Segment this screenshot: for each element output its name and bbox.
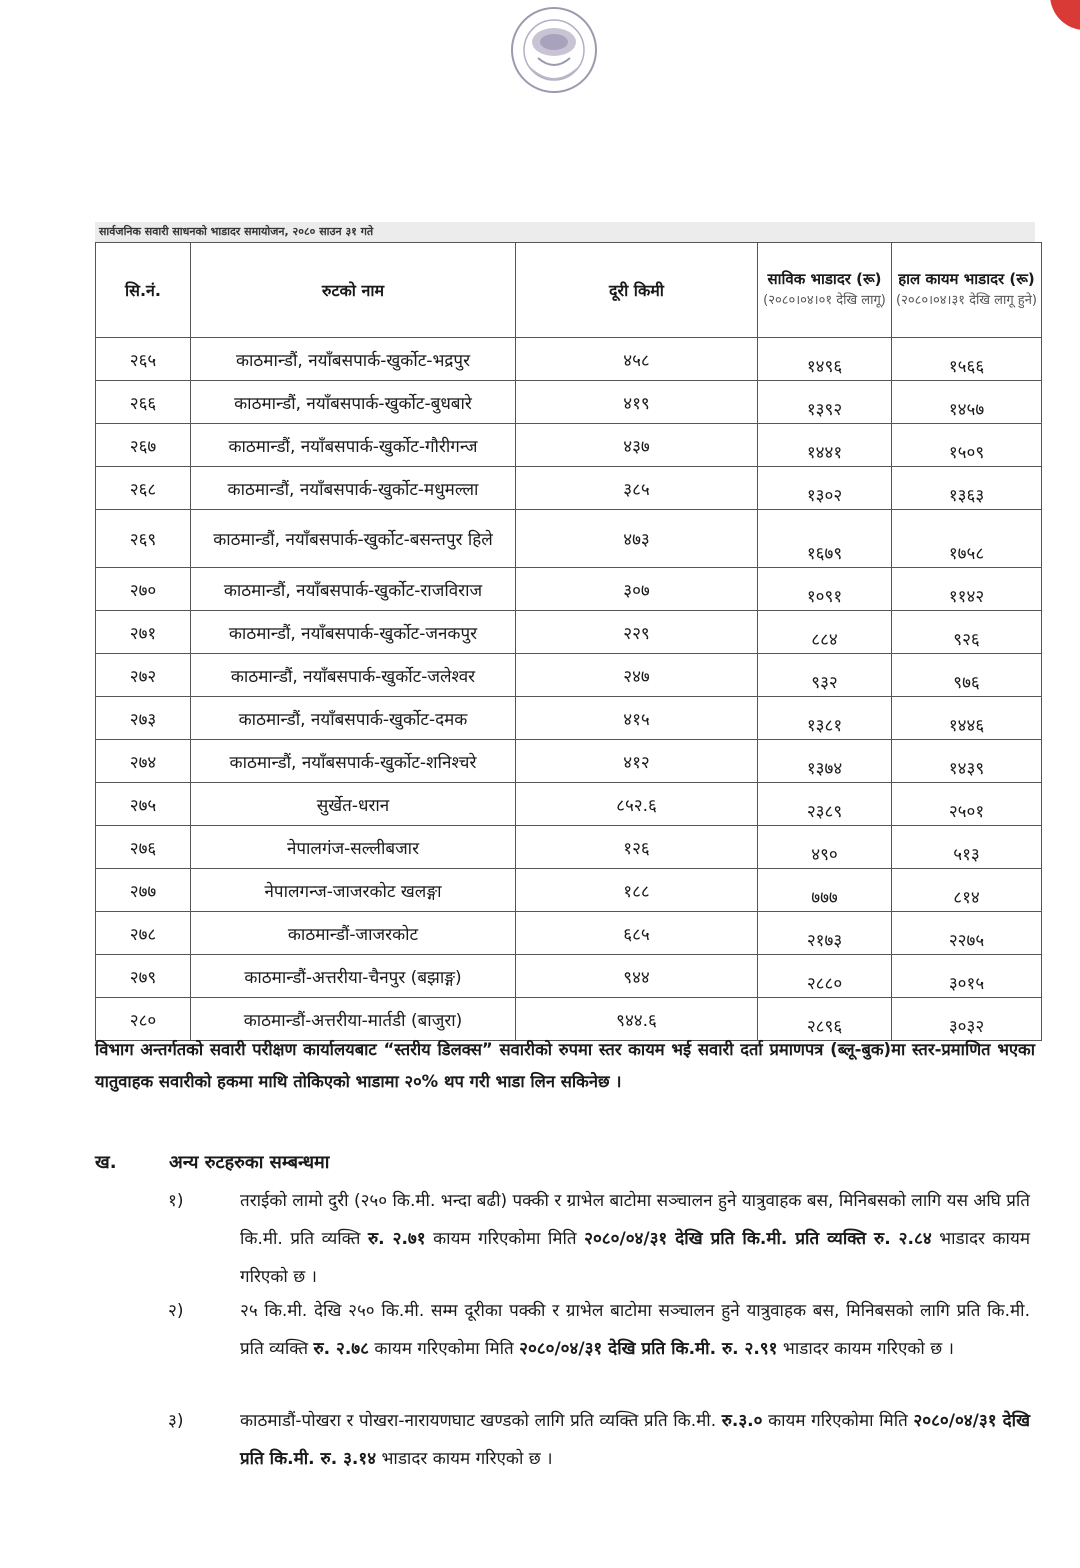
table-header-row	[96, 243, 1042, 338]
cell-old-fare: २१७३	[758, 912, 892, 955]
cell-sn: २७६	[96, 826, 191, 869]
table-row	[96, 826, 1042, 869]
cell-route: नेपालगंज-सल्लीबजार	[191, 826, 516, 869]
item-bold-new-rate: २०८०/०४/३१ देखि प्रति कि.मी. रु. ३.१४	[240, 1411, 1030, 1469]
cell-sn: २७५	[96, 783, 191, 826]
cell-new-fare: १४३९	[892, 740, 1042, 783]
item-text-part: भाडादर कायम गरिएको छ ।	[376, 1449, 553, 1469]
corner-badge	[1050, 0, 1080, 30]
list-item	[168, 1402, 1030, 1478]
item-text-part: कायम गरिएकोमा मिति	[368, 1339, 520, 1359]
cell-distance: २२९	[516, 611, 758, 654]
cell-distance: ४७३	[516, 510, 758, 568]
cell-route: सुर्खेत-धरान	[191, 783, 516, 826]
cell-route: काठमान्डौं, नयाँबसपार्क-खुर्कोट-जलेश्वर	[191, 654, 516, 697]
item-number: १)	[168, 1191, 184, 1211]
cell-distance: ८५२.६	[516, 783, 758, 826]
cell-distance: ४१९	[516, 381, 758, 424]
table-row	[96, 424, 1042, 467]
header-old-fare-note: (२०८०।०४।०१ देखि लागू)	[763, 293, 886, 308]
cell-sn: २७१	[96, 611, 191, 654]
item-text	[240, 1402, 1030, 1478]
item-text	[240, 1182, 1030, 1296]
cell-old-fare: १०९१	[758, 568, 892, 611]
table-row	[96, 510, 1042, 568]
cell-old-fare: २८९६	[758, 998, 892, 1041]
deluxe-note: विभाग अन्तर्गतको सवारी परीक्षण कार्यालयबाट “स्तरीय डिलक्स” सवारीको रुपमा स्तर कायम भई सवारी दर्ता प्रमाणपत्र (ब्लू-बुक)मा स्तर-प्रमाणित भएका यातुवाहक सवारीको हकमा माथि तोकिएको भाडामा २०% थप गरी भाडा लिन सकिनेछ ।	[95, 1040, 1035, 1091]
government-seal-icon	[508, 2, 600, 98]
cell-distance: ४१२	[516, 740, 758, 783]
cell-route: काठमान्डौं, नयाँबसपार्क-खुर्कोट-शनिश्चरे	[191, 740, 516, 783]
cell-old-fare: १६७९	[758, 510, 892, 568]
cell-sn: २७७	[96, 869, 191, 912]
cell-new-fare: २५०१	[892, 783, 1042, 826]
cell-route: काठमान्डौं-अत्तरीया-मार्तडी (बाजुरा)	[191, 998, 516, 1041]
cell-distance: ९४४	[516, 955, 758, 998]
header-new-fare-label: हाल कायम भाडादर (रू)	[898, 270, 1035, 288]
item-text-part: २५ कि.मी. देखि २५० कि.मी. सम्म दूरीका पक्की र ग्राभेल बाटोमा सञ्चालन हुने यात्रुवाहक बस, मिनिबसको लागि प्रति कि.मी. प्रति व्यक्ति	[240, 1301, 1030, 1359]
cell-sn: २७९	[96, 955, 191, 998]
cell-route: काठमान्डौं-जाजरकोट	[191, 912, 516, 955]
item-text-part: काठमाडौं-पोखरा र पोखरा-नारायणघाट खण्डको लागि प्रति व्यक्ति प्रति कि.मी.	[240, 1411, 722, 1431]
cell-new-fare: १४४६	[892, 697, 1042, 740]
cell-distance: ४१५	[516, 697, 758, 740]
cell-sn: २६६	[96, 381, 191, 424]
cell-distance: ९४४.६	[516, 998, 758, 1041]
cell-distance: १२६	[516, 826, 758, 869]
cell-new-fare: ५१३	[892, 826, 1042, 869]
item-text-part: भाडादर कायम गरिएको छ ।	[777, 1339, 954, 1359]
cell-old-fare: २३८९	[758, 783, 892, 826]
cell-new-fare: ९७६	[892, 654, 1042, 697]
cell-old-fare: १३८१	[758, 697, 892, 740]
list-item	[168, 1292, 1030, 1368]
cell-old-fare: ८८४	[758, 611, 892, 654]
table-row	[96, 912, 1042, 955]
cell-new-fare: ११४२	[892, 568, 1042, 611]
cell-new-fare: १४५७	[892, 381, 1042, 424]
cell-old-fare: ७७७	[758, 869, 892, 912]
item-number: २)	[168, 1301, 184, 1321]
cell-route: काठमान्डौं, नयाँबसपार्क-खुर्कोट-बुधबारे	[191, 381, 516, 424]
cell-sn: २७४	[96, 740, 191, 783]
header-new-fare-note: (२०८०।०४।३१ देखि लागू हुने)	[896, 293, 1037, 308]
cell-distance: ३०७	[516, 568, 758, 611]
item-bold-rate: रु.३.०	[721, 1411, 763, 1431]
table-caption: सार्वजनिक सवारी साधनको भाडादर समायोजन, २०८० साउन ३१ गते	[95, 222, 1035, 242]
table-row	[96, 611, 1042, 654]
cell-new-fare: १५०९	[892, 424, 1042, 467]
header-new-fare	[892, 243, 1042, 338]
cell-distance: १८८	[516, 869, 758, 912]
cell-old-fare: १३७४	[758, 740, 892, 783]
cell-route: नेपालगन्ज-जाजरकोट खलङ्गा	[191, 869, 516, 912]
section-title: अन्य रुटहरुका सम्बन्धमा	[169, 1152, 330, 1173]
cell-old-fare: १४९६	[758, 338, 892, 381]
cell-old-fare: ४९०	[758, 826, 892, 869]
list-item	[168, 1182, 1030, 1296]
item-text-part: कायम गरिएकोमा मिति	[762, 1411, 914, 1431]
cell-distance: २४७	[516, 654, 758, 697]
cell-sn: २६७	[96, 424, 191, 467]
item-bold-rate: रु. २.७८	[313, 1339, 369, 1359]
cell-route: काठमान्डौं, नयाँबसपार्क-खुर्कोट-दमक	[191, 697, 516, 740]
section-letter: ख.	[95, 1152, 117, 1173]
section-heading	[95, 1150, 329, 1174]
table-row	[96, 740, 1042, 783]
cell-new-fare: १५६६	[892, 338, 1042, 381]
table-row	[96, 338, 1042, 381]
cell-sn: २६८	[96, 467, 191, 510]
item-bold-rate: रु. २.७१	[367, 1229, 426, 1249]
cell-new-fare: ९२६	[892, 611, 1042, 654]
header-distance: दूरी किमी	[516, 243, 758, 338]
cell-sn: २७३	[96, 697, 191, 740]
cell-route: काठमान्डौं, नयाँबसपार्क-खुर्कोट-जनकपुर	[191, 611, 516, 654]
cell-distance: ६८५	[516, 912, 758, 955]
item-bold-new-rate: २०८०/०४/३१ देखि प्रति कि.मी. रु. २.९१	[519, 1339, 778, 1359]
cell-new-fare: २२७५	[892, 912, 1042, 955]
table-row	[96, 783, 1042, 826]
cell-old-fare: १३०२	[758, 467, 892, 510]
cell-sn: २८०	[96, 998, 191, 1041]
cell-new-fare: ८१४	[892, 869, 1042, 912]
item-bold-new-rate: २०८०/०४/३१ देखि प्रति कि.मी. प्रति व्यक्ति रु. २.८४	[584, 1229, 932, 1249]
cell-distance: ३८५	[516, 467, 758, 510]
cell-old-fare: १३९२	[758, 381, 892, 424]
table-row	[96, 955, 1042, 998]
item-number: ३)	[168, 1411, 184, 1431]
table-row	[96, 568, 1042, 611]
cell-sn: २७२	[96, 654, 191, 697]
header-old-fare-label: साविक भाडादर (रू)	[767, 270, 882, 288]
item-text	[240, 1292, 1030, 1368]
table-row	[96, 869, 1042, 912]
table-row	[96, 381, 1042, 424]
cell-route: काठमान्डौं, नयाँबसपार्क-खुर्कोट-गौरीगन्ज	[191, 424, 516, 467]
cell-route: काठमान्डौं, नयाँबसपार्क-खुर्कोट-राजविराज	[191, 568, 516, 611]
cell-new-fare: १७५८	[892, 510, 1042, 568]
cell-new-fare: १३६३	[892, 467, 1042, 510]
table-row	[96, 654, 1042, 697]
fare-table	[95, 242, 1042, 1041]
item-text-part: कायम गरिएकोमा मिति	[425, 1229, 585, 1249]
item-text-part: तराईको लामो दुरी (२५० कि.मी. भन्दा बढी) पक्की र ग्राभेल बाटोमा सञ्चालन हुने यात्रुवाहक बस, मिनिबसको लागि यस अघि प्रति कि.मी. प्रति व्यक्ति	[240, 1191, 1030, 1249]
header-route: रुटको नाम	[191, 243, 516, 338]
cell-sn: २६५	[96, 338, 191, 381]
cell-distance: ४५८	[516, 338, 758, 381]
cell-route: काठमान्डौं-अत्तरीया-चैनपुर (बझाङ्ग)	[191, 955, 516, 998]
table-row	[96, 467, 1042, 510]
cell-new-fare: ३०३२	[892, 998, 1042, 1041]
table-row	[96, 697, 1042, 740]
cell-route: काठमान्डौं, नयाँबसपार्क-खुर्कोट-मधुमल्ला	[191, 467, 516, 510]
cell-old-fare: १४४१	[758, 424, 892, 467]
cell-sn: २७०	[96, 568, 191, 611]
cell-sn: २७८	[96, 912, 191, 955]
cell-route: काठमान्डौं, नयाँबसपार्क-खुर्कोट-बसन्तपुर हिले	[191, 510, 516, 568]
cell-sn: २६९	[96, 510, 191, 568]
cell-old-fare: २८८०	[758, 955, 892, 998]
item-text-part: भाडादर कायम गरिएको छ ।	[240, 1229, 1030, 1287]
cell-new-fare: ३०१५	[892, 955, 1042, 998]
header-old-fare	[758, 243, 892, 338]
cell-old-fare: ९३२	[758, 654, 892, 697]
cell-distance: ४३७	[516, 424, 758, 467]
header-sn: सि.नं.	[96, 243, 191, 338]
cell-route: काठमान्डौं, नयाँबसपार्क-खुर्कोट-भद्रपुर	[191, 338, 516, 381]
